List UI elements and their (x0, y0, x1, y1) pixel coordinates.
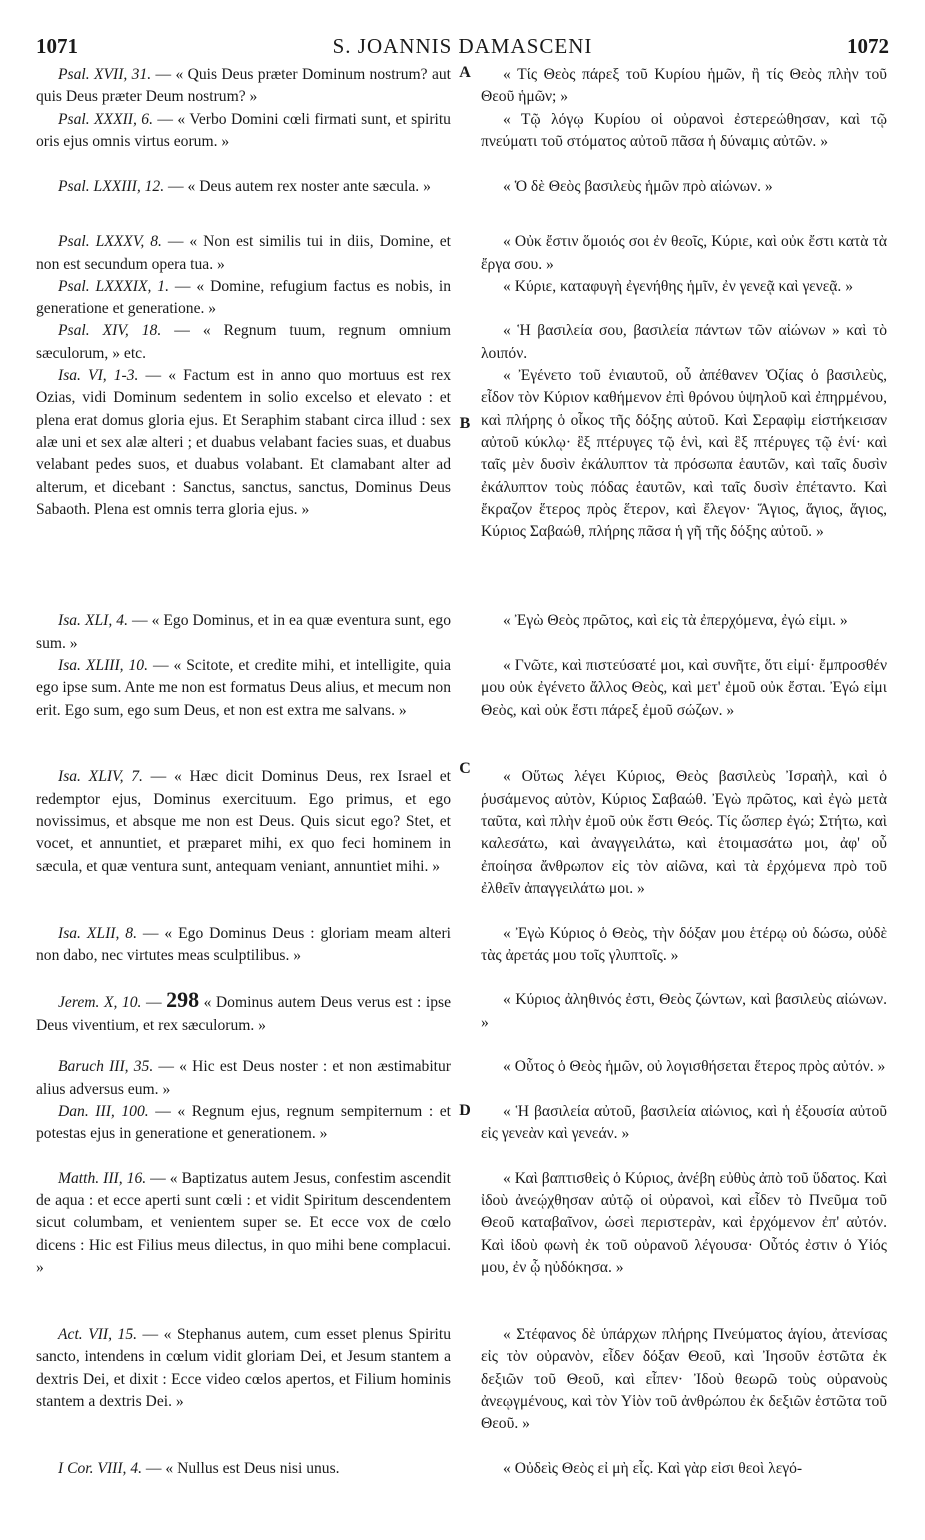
latin-entry (36, 320, 451, 365)
latin-text: — « Domine, refugium factus es nobis, in generatione et generatione. » (36, 277, 451, 318)
latin-text: — « Ego Dominus Deus : gloriam meam alteri non dabo, nec virtutes meas sculptilibus. » (36, 924, 451, 964)
latin-text: — « Stephanus autem, cum esset plenus Spiritu sancto, intendens in cœlum vidit gloriam Dei, et Jesum stantem a dextris Dei, et dixit : Ecce video cœlos apertos, et Filium hominis stantem a dextris Dei. » (36, 1325, 452, 1410)
greek-entry: « Οὐκ ἔστιν ὅμοιός σοι ἐν θεοῖς, Κύριε, καὶ οὐκ ἔστι κατὰ τὰ ἔργα σου. » (481, 233, 887, 273)
latin-text: — « Nullus est Deus nisi unus. (142, 1459, 340, 1477)
scripture-reference: Isa. XLI, 4. (58, 612, 128, 630)
latin-text: — « Non est similis tui in diis, Domine, et non est secundum opera tua. » (36, 233, 451, 273)
latin-text: — « Baptizatus autem Jesus, confestim ascendit de aqua : et ecce aperti sunt cœli : et vidit Spiritum descendentem sicut columbam, et venientem super se. Et ecce vox de cœlo dicens : Hic est Filius meus dilectus, in quo mihi bene complacui. » (36, 1169, 451, 1277)
greek-entry: « Τίς Θεὸς πάρεξ τοῦ Κυρίου ἡμῶν, ἢ τίς Θεὸς πλὴν τοῦ Θεοῦ ἡμῶν; » (481, 66, 887, 106)
scripture-reference: Psal. LXXXIX, 1. (58, 277, 169, 295)
margin-letter: C (459, 760, 471, 777)
latin-entry: Jerem. X, 10. — 298 « Dominus autem Deus verus est : ipse Deus viventium, et rex sæculorum. » (36, 987, 451, 1034)
latin-text: — « Quis Deus præter Dominum nostrum? aut quis Deus præter Deum nostrum? » (36, 66, 451, 106)
scripture-reference: Jerem. X, 10. (58, 994, 142, 1012)
latin-text: — « Deus autem rex noster ante sæcula. » (164, 177, 431, 195)
latin-entry (36, 1101, 451, 1146)
greek-entry: « Ἐγένετο τοῦ ἐνιαυτοῦ, οὗ ἀπέθανεν Ὀζίας ὁ βασιλεὺς, εἶδον τὸν Κύριον καθήμενον ἐπὶ θρόνου ὑψηλοῦ καὶ ἐπηρμένου, καὶ πλήρης ὁ οἶκος τῆς δόξης αὐτοῦ. Καὶ Σεραφὶμ εἱστήκεισαν αὐτοῦ κύκλῳ· ἓξ πτέρυγες τῷ ἑνὶ, καὶ ἓξ πτέρυγες τῷ ἑνί· καὶ ταῖς μὲν δυσὶν ἐκάλυπτον τὰ πρόσωπα ἑαυτῶν, καὶ ταῖς δυσὶν ἐκάλυπτον τοὺς πόδας ἑαυτῶν, καὶ ταῖς δυσὶν ἐπέταντο. Καὶ ἔκραζον ἕτερος πρὸς ἕτερον, καὶ ἔλεγον· Ἅγιος, ἅγιος, ἅγιος, Κύριος Σαβαώθ, πλήρης πᾶσα ἡ γῆ τῆς δόξης αὐτοῦ. » (481, 367, 887, 541)
page-header (0, 28, 925, 58)
column-number: 298 (166, 987, 200, 1013)
latin-entry (36, 365, 451, 521)
greek-entry: « Ἐγὼ Θεὸς πρῶτος, καὶ εἰς τὰ ἐπερχόμενα, ἐγώ εἰμι. » (503, 612, 848, 630)
greek-entry: « Ὁ δὲ Θεὸς βασιλεὺς ἡμῶν πρὸ αἰώνων. » (503, 177, 773, 195)
greek-entry: « Γνῶτε, καὶ πιστεύσατέ μοι, καὶ συνῆτε, ὅτι εἰμί· ἔμπροσθέν μου οὐκ ἐγένετο ἄλλος Θεὸς, καὶ μετ' ἐμοῦ οὐκ ἔσται. Ἐγώ εἰμι Θεὸς, καὶ οὐκ ἔστι πάρεξ ἐμοῦ σώζων. » (481, 656, 887, 719)
latin-entry (36, 610, 451, 655)
scripture-reference: Dan. III, 100. (58, 1102, 149, 1120)
scripture-reference: I Cor. VIII, 4. (58, 1459, 143, 1477)
scripture-reference: Psal. XXXII, 6. (58, 110, 153, 128)
greek-entry: « Οὗτος ὁ Θεὸς ἡμῶν, οὐ λογισθήσεται ἕτερος πρὸς αὐτόν. » (503, 1058, 886, 1076)
latin-text: « Dominus autem Deus verus est : ipse Deus viventium, et rex sæculorum. » (36, 994, 451, 1034)
latin-entry (36, 1056, 451, 1101)
page-number-right: 1072 (847, 34, 889, 58)
latin-text: — « Regnum ejus, regnum sempiternum : et potestas ejus in generatione et generationem. » (36, 1102, 451, 1143)
greek-entry: « Κύριος ἀληθινός ἐστι, Θεὸς ζώντων, καὶ βασιλεὺς αἰώνων. » (481, 991, 887, 1031)
latin-entry (36, 109, 451, 154)
scripture-reference: Psal. XVII, 31. (58, 66, 152, 83)
latin-text: — « Verbo Domini cœli firmati sunt, et spiritu oris ejus omnis virtus eorum. » (36, 110, 451, 150)
running-title: S. JOANNIS DAMASCENI (332, 34, 593, 58)
latin-entry (36, 923, 451, 968)
latin-entry (36, 1324, 451, 1413)
latin-text: — « Regnum tuum, regnum omnium sæculorum, » etc. (36, 322, 451, 362)
latin-text: — « Factum est in anno quo mortuus est rex Ozias, vidi Dominum sedentem in solio excelso et elevato : et plena erat domus gloria ejus. Et Seraphim stabant circa illud : sex alæ uni et sex alæ alteri ; et duabus velabant facies suas, et duabus velabant pedes suos, et duabus volabant. Et clamabant alter ad alterum, et dicebant : Sanctus, sanctus, sanctus, Dominus Deus Sabaoth. Plena est omnis terra gloria ejus. » (36, 367, 451, 518)
margin-letter: B (459, 415, 471, 432)
greek-entry: « Κύριε, καταφυγὴ ἐγενήθης ἡμῖν, ἐν γενεᾷ καὶ γενεᾷ. » (503, 277, 854, 295)
scripture-reference: Isa. XLIII, 10. (58, 656, 149, 674)
latin-entry (36, 1458, 451, 1480)
latin-entry (36, 231, 451, 276)
greek-entry: « Ἡ βασιλεία αὐτοῦ, βασιλεία αἰώνιος, καὶ ἡ ἐξουσία αὐτοῦ εἰς γενεὰν καὶ γενεάν. » (481, 1102, 887, 1143)
latin-text: — « Hic est Deus noster : et non æstimabitur alius adversus eum. » (36, 1058, 452, 1098)
greek-entry: « Ἡ βασιλεία σου, βασιλεία πάντων τῶν αἰώνων » καὶ τὸ λοιπόν. (481, 322, 887, 362)
latin-entry (36, 1168, 451, 1279)
scripture-reference: Psal. XIV, 18. (58, 322, 162, 340)
scripture-reference: Baruch III, 35. (58, 1058, 154, 1076)
latin-entry (36, 276, 451, 321)
greek-entry: « Καὶ βαπτισθεὶς ὁ Κύριος, ἀνέβη εὐθὺς ἀπὸ τοῦ ὕδατος. Καὶ ἰδοὺ ἀνεῴχθησαν αὐτῷ οἱ οὐρανοὶ, καὶ εἶδεν τὸ Πνεῦμα τοῦ Θεοῦ καταβαῖνον, ὡσεὶ περιστερὰν, καὶ ἐρχόμενον ἐπ' αὐτόν. Καὶ ἰδοὺ φωνὴ ἐκ τοῦ οὐρανοῦ λέγουσα· Οὗτός ἐστιν ὁ Υἱός μου, ἐν ᾧ ηὐδόκησα. » (481, 1169, 887, 1277)
greek-entry: « Ἐγὼ Κύριος ὁ Θεὸς, τὴν δόξαν μου ἑτέρῳ οὐ δώσω, οὐδὲ τὰς ἀρετάς μου τοῖς γλυπτοῖς. » (481, 924, 887, 964)
scripture-reference: Psal. LXXIII, 12. (58, 177, 165, 195)
scripture-reference: Isa. XLIV, 7. (58, 768, 143, 786)
latin-entry (36, 176, 451, 198)
greek-entry: « Οὕτως λέγει Κύριος, Θεὸς βασιλεὺς Ἰσραὴλ, καὶ ὁ ῥυσάμενος αὐτὸν, Κύριος Σαβαώθ. Ἐγὼ πρῶτος, καὶ ἐγὼ μετὰ ταῦτα, καὶ πλὴν ἐμοῦ οὐκ ἔστι Θεός. Τίς ὥσπερ ἐγώ; Στήτω, καὶ καλεσάτω, καὶ ἀναγγειλάτω, καὶ ἑτοιμασάτω μοι, ἀφ' οὗ ἐποίησα ἄνθρωπον εἰς τὸν αἰῶνα, καὶ τὰ ἐρχόμενα πρὸ τοῦ ἐλθεῖν ἀπαγγειλάτω μοι. » (481, 768, 887, 897)
scripture-reference: Psal. LXXXV, 8. (58, 233, 162, 251)
greek-entry: « Στέφανος δὲ ὑπάρχων πλήρης Πνεύματος ἁγίου, ἀτενίσας εἰς τὸν οὐρανὸν, εἶδεν δόξαν Θεοῦ, καὶ Ἰησοῦν ἑστῶτα ἐκ δεξιῶν τοῦ Θεοῦ, καὶ εἶπεν· Ἰδοὺ θεωρῶ τοὺς οὐρανοὺς ἀνεῳγμένους, καὶ τὸν Υἱὸν τοῦ ἀνθρώπου ἐκ δεξιῶν ἑστῶτα τοῦ Θεοῦ. » (481, 1325, 887, 1433)
scripture-reference: Isa. XLII, 8. (58, 924, 137, 942)
latin-entry (36, 64, 451, 109)
margin-letter: D (459, 1102, 471, 1119)
latin-entry (36, 766, 451, 877)
greek-entry: « Οὐδεὶς Θεὸς εἰ μὴ εἷς. Καὶ γὰρ εἰσι θεοὶ λεγό- (503, 1459, 803, 1477)
latin-text: — « Scitote, et credite mihi, et intelligite, quia ego ipse sum. Ante me non est formatus Deus alius, et mecum non erit. Ego sum, ego sum Deus, et non est extra me salvans. » (36, 656, 452, 719)
page-number-left: 1071 (36, 34, 78, 58)
latin-text: — « Ego Dominus, et in ea quæ eventura sunt, ego sum. » (36, 612, 451, 652)
margin-letter: A (459, 64, 471, 81)
latin-text: — « Hæc dicit Dominus Deus, rex Israel et redemptor ejus, Dominus exercituum. Ego primus, et ego novissimus, et absque me non est Deus. Quis sicut ego? Stet, et vocet, et annuntiet, et præparet mihi, ex quo feci hominem in sæcula, et quæ ventura sunt, antequam veniant, annuntiet mihi. » (36, 768, 451, 875)
latin-entry (36, 655, 451, 722)
scripture-reference: Isa. VI, 1-3. (58, 367, 139, 385)
scripture-reference: Act. VII, 15. (58, 1325, 138, 1343)
scripture-reference: Matth. III, 16. (58, 1169, 147, 1187)
greek-entry: « Τῷ λόγῳ Κυρίου οἱ οὐρανοὶ ἐστερεώθησαν, καὶ τῷ πνεύματι τοῦ στόματος αὐτοῦ πᾶσα ἡ δύναμις αὐτῶν. » (481, 110, 887, 150)
